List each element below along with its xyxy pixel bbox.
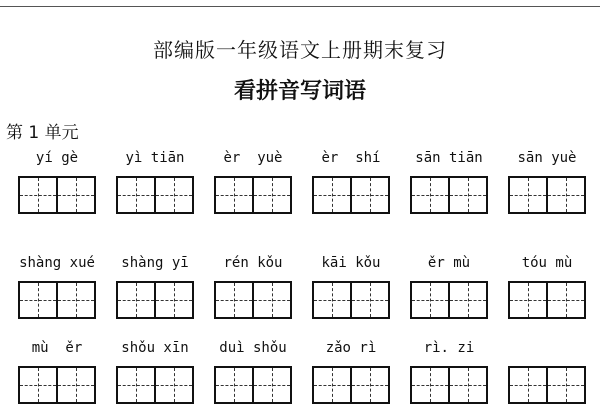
top-rule [0,6,600,7]
tianzige-cell[interactable] [56,283,94,317]
pinyin-label: yì tiān [125,150,185,166]
tianzige-cell[interactable] [118,368,154,402]
tianzige-box[interactable] [18,176,96,214]
tianzige-box[interactable] [214,366,292,404]
tianzige-box[interactable] [410,281,488,319]
tianzige-cell[interactable] [448,178,486,212]
tianzige-cell[interactable] [216,178,252,212]
tianzige-box[interactable] [312,366,390,404]
pinyin-label: rì. zi [423,340,475,356]
tianzige-cell[interactable] [56,178,94,212]
tianzige-cell[interactable] [350,178,388,212]
pinyin-label: kāi kǒu [321,255,381,271]
tianzige-box[interactable] [508,281,586,319]
tianzige-box[interactable] [214,176,292,214]
tianzige-cell[interactable] [546,368,584,402]
pinyin-label: mù ěr [31,340,83,356]
tianzige-cell[interactable] [314,178,350,212]
tianzige-cell[interactable] [56,368,94,402]
tianzige-cell[interactable] [412,178,448,212]
pinyin-label: èr yuè [223,150,283,166]
tianzige-cell[interactable] [20,283,56,317]
pinyin-label: zǎo rì [325,340,377,356]
tianzige-cell[interactable] [252,178,290,212]
tianzige-box[interactable] [312,281,390,319]
pinyin-label: ěr mù [427,255,471,271]
tianzige-box[interactable] [312,176,390,214]
tianzige-box[interactable] [18,281,96,319]
tianzige-cell[interactable] [118,178,154,212]
tianzige-cell[interactable] [314,368,350,402]
pinyin-label: sān yuè [517,150,577,166]
tianzige-box[interactable] [116,176,194,214]
worksheet-subtitle: 部编版一年级语文上册期末复习 [153,38,447,62]
tianzige-cell[interactable] [412,368,448,402]
tianzige-cell[interactable] [350,283,388,317]
tianzige-cell[interactable] [216,283,252,317]
pinyin-label: shàng yī [121,255,189,271]
worksheet-title: 看拼音写词语 [233,79,366,104]
tianzige-cell[interactable] [20,368,56,402]
exercise-row [0,340,600,410]
tianzige-box[interactable] [116,366,194,404]
tianzige-cell[interactable] [510,368,546,402]
tianzige-cell[interactable] [510,178,546,212]
tianzige-cell[interactable] [252,283,290,317]
tianzige-box[interactable] [410,366,488,404]
pinyin-label: shàng xué [19,255,95,271]
tianzige-box[interactable] [508,366,586,404]
tianzige-box[interactable] [18,366,96,404]
tianzige-cell[interactable] [20,178,56,212]
tianzige-cell[interactable] [216,368,252,402]
tianzige-cell[interactable] [510,283,546,317]
tianzige-box[interactable] [508,176,586,214]
tianzige-box[interactable] [116,281,194,319]
tianzige-cell[interactable] [252,368,290,402]
tianzige-cell[interactable] [154,368,192,402]
tianzige-cell[interactable] [350,368,388,402]
tianzige-cell[interactable] [154,283,192,317]
tianzige-cell[interactable] [546,178,584,212]
tianzige-box[interactable] [214,281,292,319]
pinyin-label: sān tiān [415,150,483,166]
pinyin-label: tóu mù [521,255,573,271]
tianzige-cell[interactable] [314,283,350,317]
tianzige-cell[interactable] [448,283,486,317]
tianzige-cell[interactable] [118,283,154,317]
pinyin-label: shǒu xīn [121,340,189,356]
pinyin-label: duì shǒu [219,340,287,356]
tianzige-box[interactable] [410,176,488,214]
exercise-row [0,150,600,220]
tianzige-cell[interactable] [154,178,192,212]
unit-label: 第 1 单元 [6,123,79,143]
exercise-row [0,255,600,325]
tianzige-cell[interactable] [412,283,448,317]
pinyin-label: rén kǒu [223,255,283,271]
tianzige-cell[interactable] [448,368,486,402]
tianzige-cell[interactable] [546,283,584,317]
pinyin-label: èr shí [321,150,381,166]
pinyin-label: yí gè [35,150,79,166]
